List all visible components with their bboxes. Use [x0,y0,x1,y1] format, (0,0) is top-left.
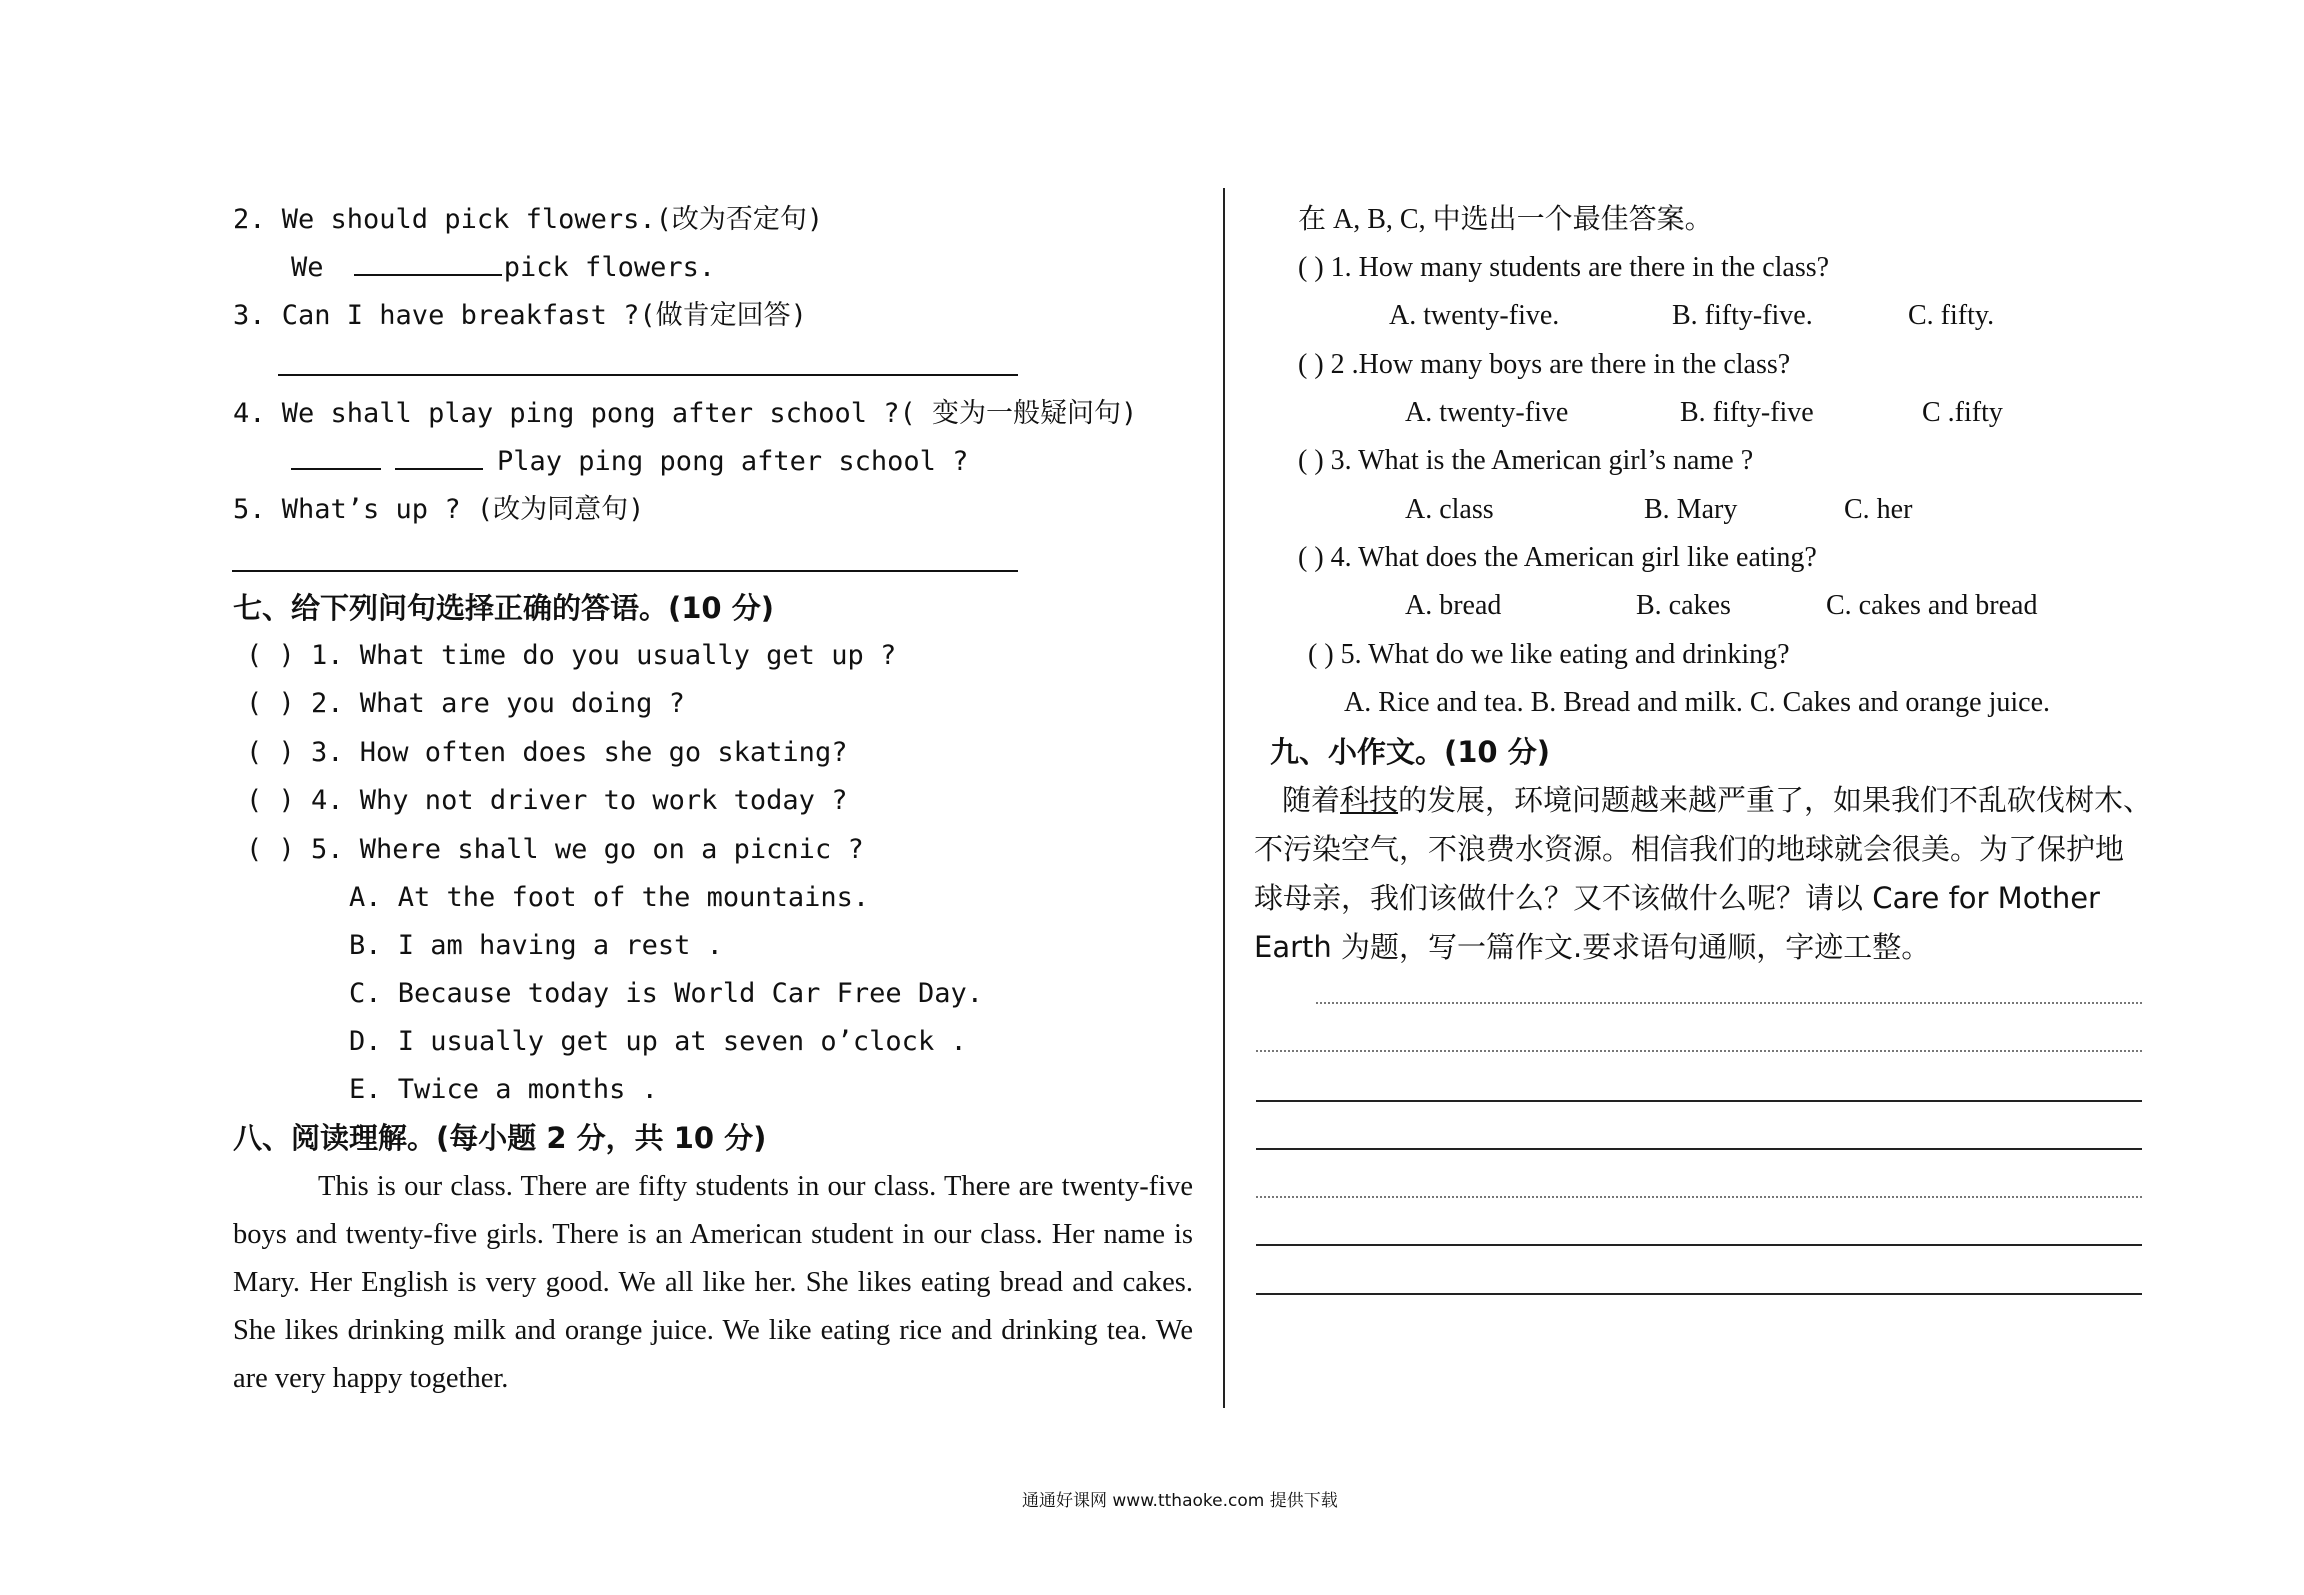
reading-option: A. twenty-five. [1389,300,1560,331]
question-2-answer-suffix: pick flowers. [503,252,716,283]
section-7-question: ( ) 2. What are you doing ? [246,688,685,719]
writing-line[interactable] [1256,1293,2142,1295]
reading-option: A. class [1405,494,1494,525]
section-7-option: C. Because today is World Car Free Day. [349,978,983,1009]
reading-option: A. bread [1405,590,1502,621]
essay-line2: 不污染空气，不浪费水资源。相信我们的地球就会很美。为了保护地 [1254,832,2125,866]
section-7-option: B. I am having a rest . [349,930,723,961]
reading-option: C. fifty. [1908,300,1995,331]
section-7-question: ( ) 4. Why not driver to work today ? [246,785,848,816]
section-7-question: ( ) 5. Where shall we go on a picnic ? [246,834,864,865]
reading-option: C. her [1844,494,1913,525]
column-divider [1223,188,1225,1408]
section-7-question: ( ) 1. What time do you usually get up ? [246,640,897,671]
writing-line[interactable] [1256,1148,2142,1150]
essay-line3: 球母亲，我们该做什么？又不该做什么呢？请以 Care for Mother [1254,881,2100,915]
writing-line[interactable] [1256,1050,2142,1052]
reading-option-combined: A. Rice and tea. B. Bread and milk. C. Cakes and orange juice. [1344,687,2051,718]
reading-option: C .fifty [1922,397,2003,428]
reading-option: B. cakes [1636,590,1731,621]
reading-passage: This is our class. There are fifty students in our class. There are twenty-five boys and twenty-five girls. There is an American student in our class. Her name is Mary. Her English is very good. We all like her. She likes eating bread and cakes. She likes drinking milk and orange juice. We like eating rice and drinking tea. We are very happy together. [233,1171,1193,1394]
reading-question: ( ) 1. How many students are there in the class? [1298,252,1830,283]
section-7-option: E. Twice a months . [349,1074,658,1105]
reading-question: ( ) 3. What is the American girl’s name ? [1298,445,1754,476]
section-7-question: ( ) 3. How often does she go skating? [246,737,848,768]
question-4: 4. We shall play ping pong after school ?( 变为一般疑问句) [233,398,1138,429]
writing-line[interactable] [1256,1196,2142,1198]
reading-option: B. fifty-five. [1672,300,1813,331]
reading-option: C. cakes and bread [1826,590,2038,621]
essay-prompt [1254,776,2154,972]
answer-blank[interactable] [354,248,502,276]
writing-line[interactable] [1316,1002,2142,1004]
writing-line[interactable] [1256,1100,2142,1102]
answer-blank[interactable] [395,442,483,470]
section-7-option: D. I usually get up at seven o’clock . [349,1026,967,1057]
essay-line1-post: 的发展，环境问题越来越严重了，如果我们不乱砍伐树木、 [1398,783,2153,817]
answer-blank[interactable] [291,442,381,470]
section-9-heading: 九、小作文。(10 分) [1270,735,1550,769]
reading-option: B. fifty-five [1680,397,1814,428]
answer-line-q5[interactable] [232,570,1018,572]
question-2-answer-prefix: We [291,252,324,283]
answer-line-q3[interactable] [278,374,1018,376]
section-7-option: A. At the foot of the mountains. [349,882,870,913]
writing-line[interactable] [1256,1244,2142,1246]
section-8-heading: 八、阅读理解。(每小题 2 分，共 10 分) [233,1121,767,1155]
reading-instruction: 在 A, B, C, 中选出一个最佳答案。 [1298,204,1713,235]
question-4-answer-line [291,438,968,486]
essay-line1-underlined: 科技 [1340,783,1399,817]
section-7-heading: 七、给下列问句选择正确的答语。(10 分) [233,591,774,625]
reading-option: A. twenty-five [1405,397,1569,428]
question-5: 5. What’s up ? (改为同意句) [233,494,645,525]
reading-option: B. Mary [1644,494,1738,525]
question-2-answer-line [291,244,715,292]
essay-line4: Earth 为题，写一篇作文.要求语句通顺，字迹工整。 [1254,930,1931,964]
reading-question: ( ) 4. What does the American girl like eating? [1298,542,1817,573]
reading-question: ( ) 5. What do we like eating and drinking? [1308,639,1790,670]
reading-question: ( ) 2 .How many boys are there in the class? [1298,349,1791,380]
question-2: 2. We should pick flowers.(改为否定句) [233,204,824,235]
footer-credit: 通通好课网 www.tthaoke.com 提供下载 [1022,1491,1338,1511]
essay-line1-pre: 随着 [1282,783,1341,817]
question-4-answer-suffix: Play ping pong after school ? [497,446,969,477]
question-3: 3. Can I have breakfast ?(做肯定回答) [233,300,807,331]
